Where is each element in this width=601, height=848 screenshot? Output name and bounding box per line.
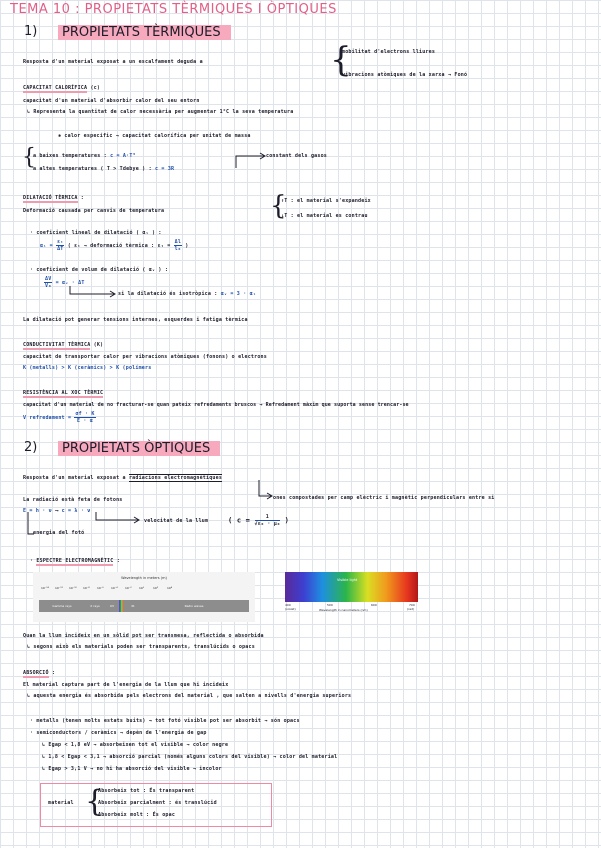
high-temp-label: a altes temperatures ( T > Tdebye ) : — [33, 166, 152, 172]
isotropic-arrow-icon — [66, 286, 118, 300]
page-title: TEMA 10 : PROPIETATS TÈRMIQUES I ÒPTIQUES — [10, 2, 337, 17]
absorcio-arrow-note: ↳ aquesta energia és absorbida pels electrons del material , que salten a nivells d'energia superiors — [27, 693, 352, 699]
s1-intro-branch-2: vibracions atòmiques de la xarxa → Fonó — [342, 72, 468, 78]
gap-3: ↳ Egap > 3,1 V → no hi ha absorció del visible → incolor — [42, 766, 222, 772]
visible-light-label: Visible light — [337, 578, 358, 582]
coef-lineal-lhs: αₗ = — [40, 243, 53, 249]
isotropic-label: si la dilatació és isotròpica : — [118, 291, 218, 297]
energia-foto-note: energia del fotó — [33, 530, 85, 536]
nm-tick-400: 400 — [285, 603, 291, 607]
quan-note: Quan la llum incideix en un sòlid pot ser transmesa, reflectida o absorbida — [23, 633, 264, 639]
ones-arrow-icon — [255, 480, 273, 502]
spectrum-tick-5: 10⁻⁴ — [111, 586, 118, 590]
velocitat-note: velocitat de la llum — [144, 518, 209, 524]
absorcio-colon: : — [51, 670, 56, 676]
band-ir: IR — [131, 604, 135, 608]
spectrum-top-label: Wavelength in meters (m) — [121, 576, 167, 580]
spectrum-tick-3: 10⁻⁸ — [83, 586, 90, 590]
dilatacio-definition: Deformació causada per canvis de temperatura — [23, 208, 165, 214]
summary-line-3: Absorbeix molt : És opac — [98, 812, 176, 818]
gap-1: ↳ Egap < 1,8 eV → absorbeixen tot el visible → color negre — [42, 742, 229, 748]
conductivitat-symbol: (K) — [93, 342, 104, 348]
s2-intro-underlined: radiacions electromagnètiques — [128, 475, 223, 481]
conductivitat-definition: capacitat de transportar calor per vibracions atòmiques (fonons) o electrons — [23, 354, 267, 360]
band-xrays: X rays — [90, 604, 100, 608]
resistencia-num: σf · K — [75, 411, 95, 417]
velocitat-formula — [228, 514, 289, 527]
energy-formula: E = h · ν — [23, 508, 52, 514]
const-gasos-note: constant dels gasos — [266, 153, 327, 159]
espectre-title-text: ESPECTRE ELECTROMAGNÈTIC — [36, 558, 114, 564]
ones-note: ones compostades per camp elèctric i magnètic perpendiculars entre si — [273, 495, 495, 501]
velocitat-arrow-icon — [92, 512, 142, 526]
resistencia-lhs: V refredament = — [23, 415, 72, 421]
fotons-note: La radiació està feta de fotons — [23, 497, 123, 503]
light-speed-formula: c = λ · ν — [61, 508, 91, 514]
metalls-note: · metalls (tenen molts estats buits) → tot fotó visible pot ser absorbit → són opacs — [30, 718, 300, 724]
summary-line-1: Absorbeix tot : És transparent — [98, 788, 195, 794]
spectrum-tick-7: 10⁰ — [139, 586, 145, 590]
band-radio: Radio waves — [184, 604, 204, 608]
espectre-title: · ESPECTRE ELECTROMAGNÈTIC : — [30, 558, 120, 564]
dilatacio-title — [23, 195, 84, 201]
formula-arrow: ⟶ — [55, 508, 59, 514]
s1-intro-brace: { — [330, 40, 352, 80]
velocitat-close: ) — [284, 516, 290, 525]
coef-volum-den: V₀ — [45, 283, 52, 289]
resistencia-formula — [23, 411, 96, 424]
nm-axis-label: Wavelength in nanometers (nm) — [319, 608, 368, 612]
section-1-heading: PROPIETATS TÈRMIQUES — [58, 25, 231, 40]
nm-sub-red: (red) — [407, 607, 415, 611]
s2-intro — [23, 475, 222, 481]
high-temp-row — [33, 166, 174, 172]
spectrum-tick-0: 10⁻¹⁴ — [41, 586, 49, 590]
conductivitat-title — [23, 342, 103, 348]
deformacio-den: l₀ — [174, 246, 182, 252]
spectrum-diagram — [33, 572, 255, 622]
spectrum-tick-9: 10⁴ — [167, 586, 173, 590]
resistencia-title-text: RESISTÈNCIA AL XOC TÈRMIC — [23, 390, 104, 396]
visible-axis — [285, 603, 418, 617]
resistencia-title — [23, 390, 103, 396]
conductivitat-title-text: CONDUCTIVITAT TÈRMICA — [23, 342, 91, 348]
summary-material-label: material — [48, 800, 74, 806]
s1-intro: Resposta d'un material exposat a un escalfament deguda a — [23, 59, 203, 65]
coef-lineal-den: ΔT — [57, 246, 64, 252]
spectrum-band-bar — [39, 600, 249, 612]
capacitat-arrow-note: ↳ Representa la quantitat de calor necessària per augmentar 1°C la seva temperatura — [27, 109, 294, 115]
capacitat-symbol: (c) — [90, 85, 101, 91]
band-visible-strip — [119, 600, 123, 612]
segons-note: ↳ segons això els materials poden ser transparents, translúcids o opacs — [27, 644, 255, 650]
velocitat-num: 1 — [255, 514, 281, 521]
dilatacio-branch-2: ↓T : el material es contrau — [281, 213, 368, 219]
coef-lineal-formula — [40, 239, 189, 252]
low-temp-label: a baixes temperatures : — [33, 153, 107, 159]
conductivitat-order: K (metalls) > K (ceràmics) > K (polímers — [23, 365, 152, 371]
isotropic-formula: αᵥ = 3 · αₗ — [220, 291, 257, 297]
high-temp-formula: c = 3R — [155, 166, 175, 172]
coef-lineal-num: εₜ — [57, 239, 64, 245]
visible-spectrum — [285, 572, 418, 602]
coef-lineal-label: · coeficient lineal de dilatació ( αₗ ) : — [30, 230, 162, 236]
tensions-note: La dilatació pot generar tensions internes, esquerdes i fatiga tèrmica — [23, 317, 248, 323]
dilatacio-brace: { — [270, 191, 287, 221]
nm-sub-violet: (violet) — [285, 607, 296, 611]
section-2-heading: PROPIETATS ÒPTIQUES — [58, 441, 220, 456]
coef-volum-num: ΔV — [45, 276, 52, 282]
spectrum-tick-2: 10⁻¹⁰ — [69, 586, 77, 590]
coef-volum-rhs: = αᵥ · ΔT — [55, 280, 85, 286]
s2-intro-text: Resposta d'un material exposat a — [23, 475, 126, 481]
band-gamma: Gamma rays — [52, 604, 72, 608]
spectrum-tick-4: 10⁻⁶ — [97, 586, 104, 590]
resistencia-definition: capacitat d'un material de no fracturar-se quan pateix refredaments bruscos → Refredament màxim que suporta sense trencar-se — [23, 402, 409, 408]
nm-tick-600: 600 — [371, 603, 377, 607]
dilatacio-branch-1: ↑T : el material s'expandeix — [281, 198, 371, 204]
temp-brace: { — [22, 145, 36, 170]
coef-volum-label: · coeficient de volum de dilatació ( αᵥ ) : — [30, 267, 169, 273]
summary-brace: { — [85, 784, 105, 819]
deformacio-num: Δl — [174, 239, 182, 245]
deformacio-termica-note: ( εₜ → deformació tèrmica : εₜ = — [67, 243, 171, 249]
summary-line-2: Absorbeix parcialment : és translúcid — [98, 800, 217, 806]
absorcio-definition: El material captura part de l'energia de la llum que hi incideix — [23, 682, 229, 688]
deformacio-close: ) — [185, 243, 189, 249]
spectrum-tick-1: 10⁻¹² — [55, 586, 63, 590]
section-2-number: 2) — [24, 440, 38, 455]
low-temp-formula: c = A·T³ — [110, 153, 136, 159]
dilatacio-colon: : — [80, 195, 85, 201]
dilatacio-title-text: DILATACIÓ TÈRMICA — [23, 195, 78, 201]
resistencia-den: E · α — [76, 418, 94, 424]
s1-intro-branch-1: mobilitat d'electrons lliures — [342, 49, 436, 55]
gap-2: ↳ 1,8 < Egap < 3,1 → absorció parcial (només alguns colors del visible) → color del material — [42, 754, 338, 760]
capacitat-definition: capacitat d'un material d'absorbir calor del seu entorn — [23, 98, 200, 104]
absorcio-title-text: ABSORCIÓ — [23, 670, 49, 676]
semiconductors-note: · semiconductors / ceràmics → depèn de l'energia de gap — [30, 730, 207, 736]
const-arrow-icon — [230, 152, 270, 172]
band-uv: UV — [109, 604, 115, 608]
nm-tick-700: 700 — [409, 603, 415, 607]
capacitat-title-text: CAPACITAT CALORÍFICA — [23, 85, 88, 91]
spectrum-tick-6: 10⁻² — [125, 586, 132, 590]
section-1-number: 1) — [24, 24, 38, 39]
espectre-colon: : — [116, 558, 120, 564]
capacitat-title — [23, 85, 100, 91]
absorcio-title — [23, 670, 55, 676]
calor-especific-note: ✱ calor específic → capacitat calorífica per unitat de massa — [58, 133, 251, 139]
nm-tick-500: 500 — [327, 603, 333, 607]
isotropic-note — [118, 291, 256, 297]
velocitat-lhs: ( c = — [228, 516, 251, 525]
low-temp-row — [33, 153, 136, 159]
spectrum-tick-8: 10² — [153, 586, 159, 590]
velocitat-den: √ε₀ · μ₀ — [254, 521, 281, 527]
